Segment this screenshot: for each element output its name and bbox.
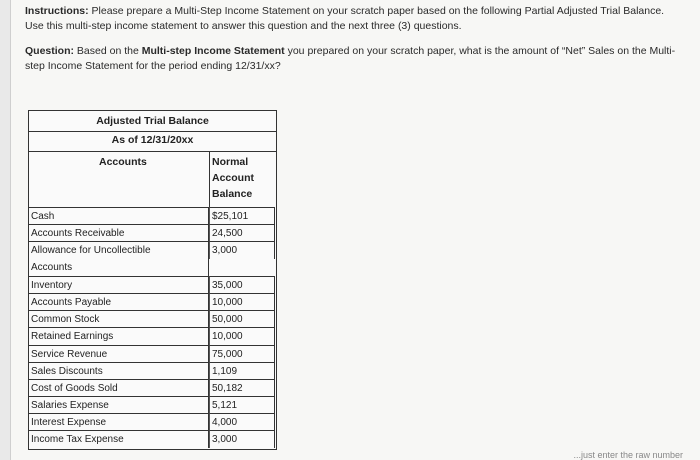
account-cell: Accounts Receivable <box>29 224 209 241</box>
account-cell: Interest Expense <box>29 413 209 430</box>
column-header-balance-line2: Account <box>212 172 254 184</box>
column-header-balance-line3: Balance <box>212 188 253 200</box>
question-text-before: Based on the <box>76 45 139 57</box>
balance-cell: 35,000 <box>209 276 275 293</box>
account-cell: Accounts <box>29 259 209 276</box>
column-header-balance-line1: Normal <box>212 156 249 168</box>
account-cell: Accounts Payable <box>29 293 209 310</box>
table-title: Adjusted Trial Balance <box>29 111 276 132</box>
column-header-accounts: Accounts <box>99 156 147 168</box>
instructions-text <box>25 4 685 34</box>
accounts-column <box>29 207 209 448</box>
account-cell: Service Revenue <box>29 345 209 362</box>
balance-cell: 3,000 <box>209 430 275 447</box>
balance-cell: 5,121 <box>209 396 275 413</box>
account-cell: Income Tax Expense <box>29 430 209 447</box>
table-subtitle: As of 12/31/20xx <box>29 131 276 152</box>
question-bold-part: Multi-step Income Statement <box>141 45 285 57</box>
question-text <box>25 44 685 74</box>
balance-cell: 10,000 <box>209 293 275 310</box>
account-cell: Allowance for Uncollectible <box>29 241 209 258</box>
account-cell: Retained Earnings <box>29 327 209 344</box>
balance-cell: 4,000 <box>209 413 275 430</box>
account-cell: Cash <box>29 207 209 224</box>
question-text-after: you prepared on your scratch paper, what is the amount of “Net” Sales on the Multi-step Income Statement for the period ending 12/31/xx? <box>25 45 676 72</box>
account-cell: Inventory <box>29 276 209 293</box>
account-cell: Sales Discounts <box>29 362 209 379</box>
balance-cell: $25,101 <box>209 207 275 224</box>
footer-fragment-text: ...just enter the raw number <box>573 450 683 460</box>
balance-cell: 50,182 <box>209 379 275 396</box>
instructions-label: Instructions: <box>25 5 89 17</box>
adjusted-trial-balance-table <box>28 110 277 450</box>
balance-cell: 24,500 <box>209 224 275 241</box>
balance-cell: 10,000 <box>209 327 275 344</box>
column-header-balance <box>209 151 275 213</box>
balance-cell-empty <box>209 259 275 276</box>
balance-cell: 3,000 <box>209 241 275 258</box>
account-cell: Salaries Expense <box>29 396 209 413</box>
balance-cell: 75,000 <box>209 345 275 362</box>
balance-cell: 50,000 <box>209 310 275 327</box>
content-panel <box>10 0 700 460</box>
balance-cell: 1,109 <box>209 362 275 379</box>
account-cell: Common Stock <box>29 310 209 327</box>
account-cell: Cost of Goods Sold <box>29 379 209 396</box>
question-label: Question: <box>25 45 74 57</box>
instructions-body: Please prepare a Multi-Step Income Statement on your scratch paper based on the following Partial Adjusted Trial Balance. Use this multi-step income statement to answer this question and the next three (3) questions. <box>25 5 665 32</box>
balances-column <box>209 207 275 448</box>
